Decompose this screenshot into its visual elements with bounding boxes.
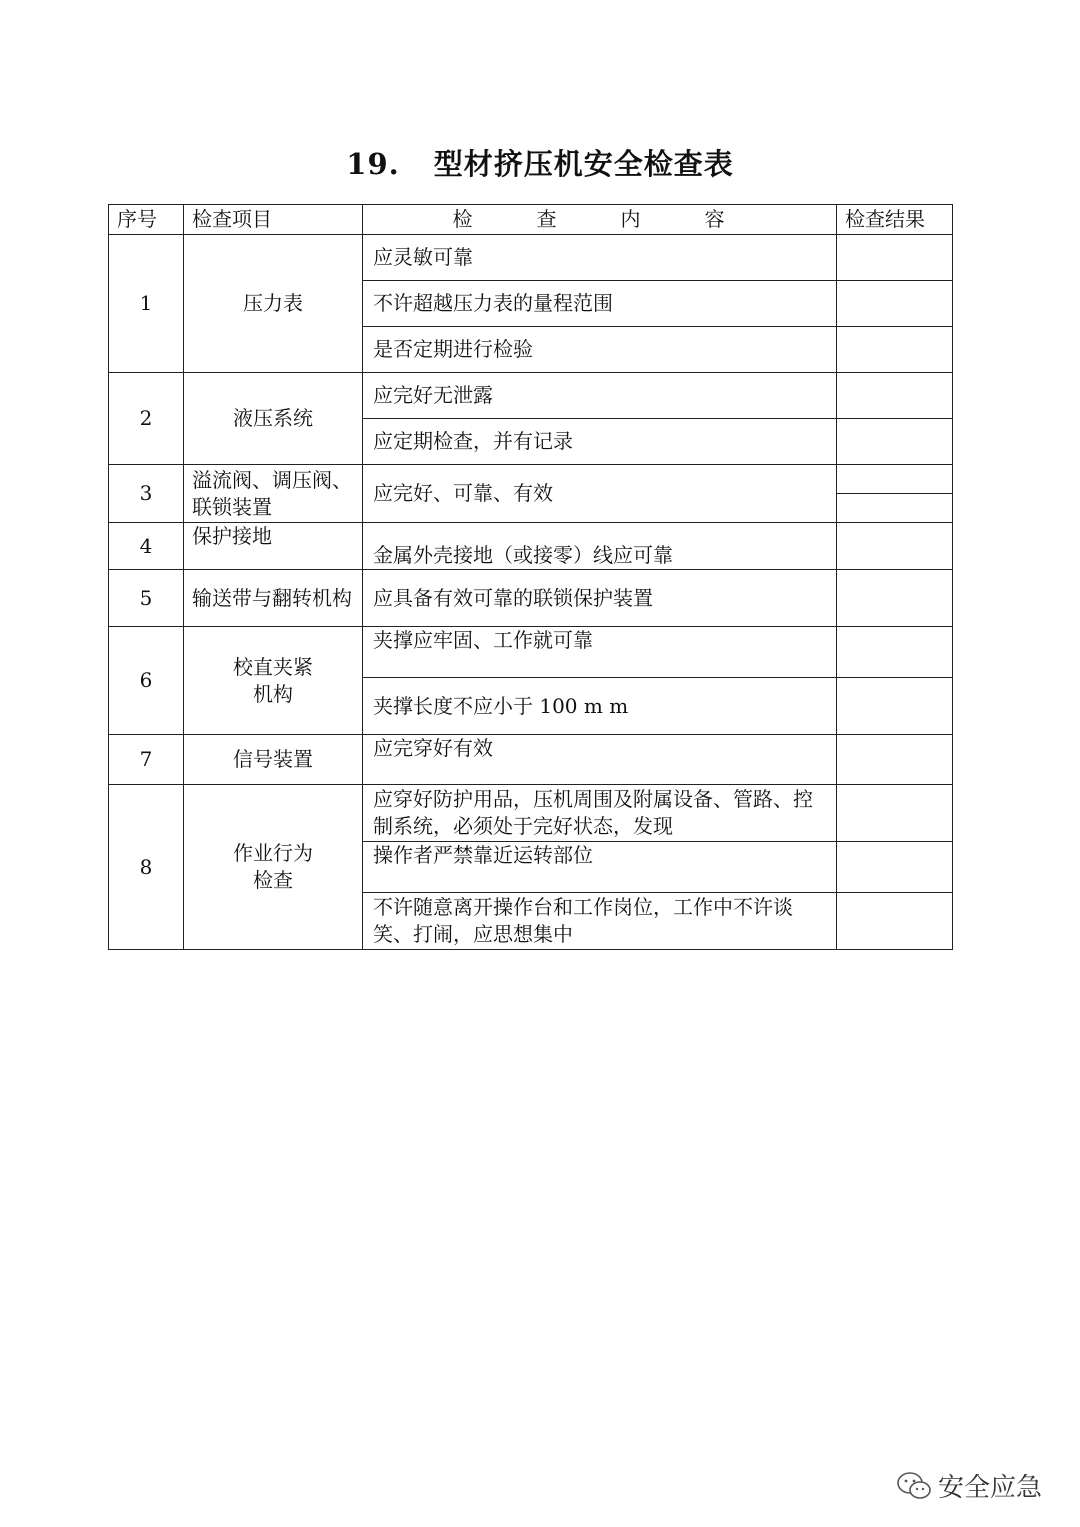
row-item: 保护接地 [184,523,363,570]
row-seq: 2 [109,373,184,465]
result-cell[interactable] [837,785,953,842]
row-content: 不许随意离开操作台和工作岗位，工作中不许谈笑、打闹，应思想集中 [363,893,837,950]
row-seq: 1 [109,235,184,373]
watermark [896,1467,1042,1504]
row-seq: 7 [109,735,184,785]
row-content: 操作者严禁靠近运转部位 [363,842,837,893]
title-text: 型材挤压机安全检查表 [433,147,734,181]
row-content: 金属外壳接地（或接零）线应可靠 [363,523,837,570]
row-item-line: 校直夹紧 [233,654,313,679]
result-cell[interactable] [837,678,953,735]
row-item: 液压系统 [184,373,363,465]
row-item: 压力表 [184,235,363,373]
wechat-icon [896,1471,932,1501]
table-row [109,373,953,419]
row-content: 不许超越压力表的量程范围 [363,281,837,327]
table-row [109,235,953,281]
row-content: 夹撑长度不应小于 100 m m [363,678,837,735]
result-cell[interactable] [837,235,953,281]
result-cell[interactable] [837,523,953,570]
table-row [109,627,953,678]
row-seq: 8 [109,785,184,950]
result-cell[interactable] [837,465,953,494]
table-row [109,523,953,570]
row-content: 是否定期进行检验 [363,327,837,373]
row-seq: 5 [109,570,184,627]
row-item: 溢流阀、调压阀、联锁装置 [184,465,363,523]
table-row [109,465,953,494]
row-item-line: 作业行为 [233,841,313,865]
inspection-table [108,204,953,950]
watermark-text: 安全应急 [937,1473,1042,1503]
row-content: 应具备有效可靠的联锁保护装置 [363,570,837,627]
title-number: 19. [346,147,400,181]
row-item: 输送带与翻转机构 [184,570,363,627]
result-cell[interactable] [837,735,953,785]
result-cell[interactable] [837,327,953,373]
header-item: 检查项目 [184,205,363,235]
row-content: 应灵敏可靠 [363,235,837,281]
result-cell[interactable] [837,281,953,327]
header-seq: 序号 [109,205,184,235]
row-item-line: 机构 [253,681,293,706]
result-cell[interactable] [837,627,953,678]
row-content: 应完好、可靠、有效 [363,465,837,523]
row-content: 应穿好防护用品，压机周围及附属设备、管路、控制系统，必须处于完好状态，发现 [363,785,837,842]
header-row [109,205,953,235]
row-content: 应完穿好有效 [363,735,837,785]
table-row [109,735,953,785]
header-content: 检 查 内 容 [363,205,837,235]
row-seq: 6 [109,627,184,735]
table-row [109,570,953,627]
page-title [0,142,1080,183]
result-cell[interactable] [837,842,953,893]
result-cell[interactable] [837,494,953,523]
row-item: 信号装置 [184,735,363,785]
result-cell[interactable] [837,419,953,465]
result-cell[interactable] [837,373,953,419]
row-seq: 3 [109,465,184,523]
row-item [184,785,363,950]
header-result: 检查结果 [837,205,953,235]
row-content: 应完好无泄露 [363,373,837,419]
result-cell[interactable] [837,893,953,950]
row-item-line: 检查 [253,868,293,892]
table-row [109,785,953,842]
row-content: 夹撑应牢固、工作就可靠 [363,627,837,678]
row-item [184,627,363,735]
result-cell[interactable] [837,570,953,627]
row-content: 应定期检查，并有记录 [363,419,837,465]
row-seq: 4 [109,523,184,570]
